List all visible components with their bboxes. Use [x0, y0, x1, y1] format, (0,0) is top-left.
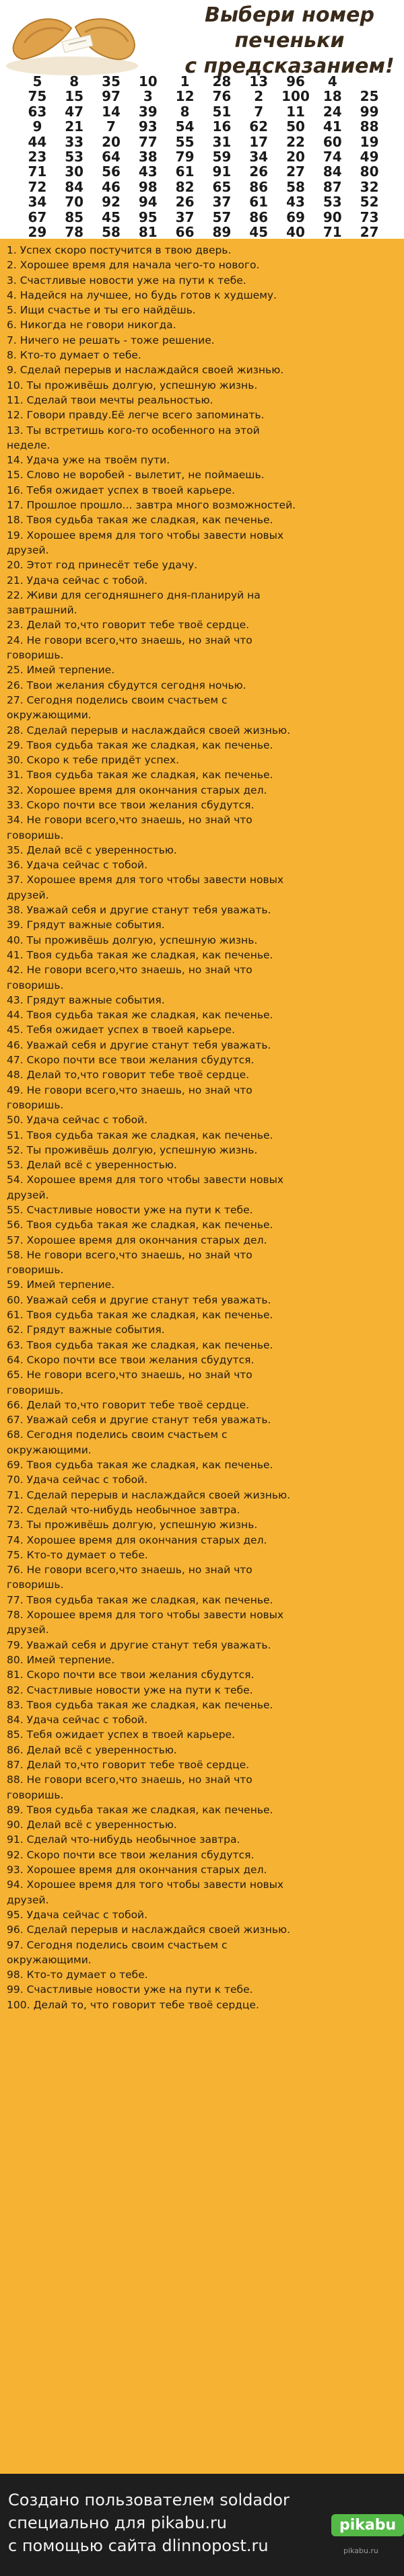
cookie-number: 25: [360, 88, 379, 105]
prediction-item: 10. Ты проживёшь долгую, успешную жизнь.: [7, 379, 258, 391]
number-grid: [19, 74, 388, 239]
cookie-number: 7: [106, 118, 116, 135]
prediction-item: 32. Хорошее время для окончания старых дел.: [7, 784, 267, 796]
prediction-item: 14. Удача уже на твоём пути.: [7, 454, 170, 467]
prediction-item: 54. Хорошее время для того чтобы завести новых: [7, 1174, 284, 1186]
cookie-number: 51: [212, 103, 232, 120]
prediction-item: 20. Этот год принесёт тебе удачу.: [7, 559, 198, 572]
cookie-number: 27: [360, 224, 379, 241]
cookie-number: 56: [102, 163, 121, 180]
prediction-item: 15. Слово не воробей - вылетит, не поймаешь.: [7, 469, 265, 482]
prediction-item: друзей.: [7, 1188, 49, 1201]
watermark: pikabu.ru: [343, 2546, 378, 2555]
prediction-item: 81. Скоро почти все твои желания сбудутся.: [7, 1669, 255, 1681]
prediction-item: 74. Хорошее время для окончания старых дел.: [7, 1533, 267, 1546]
cookie-number: 8: [180, 103, 190, 120]
prediction-item: 19. Хорошее время для того чтобы завести новых: [7, 529, 284, 541]
prediction-item: 79. Уважай себя и другие станут тебя уважать.: [7, 1638, 271, 1651]
cookie-number: 31: [212, 133, 232, 150]
cookie-number: [351, 74, 388, 89]
cookie-number: 70: [65, 194, 84, 211]
prediction-item: 71. Сделай перерыв и наслаждайся своей жизнью.: [7, 1488, 291, 1501]
prediction-item: 80. Имей терпение.: [7, 1653, 115, 1666]
prediction-item: окружающими.: [7, 1443, 92, 1456]
footer-line-1: Создано пользователем soldador: [8, 2491, 290, 2509]
cookie-number: 30: [65, 163, 84, 180]
prediction-item: 2. Хорошее время для начала чего-то нового.: [7, 259, 260, 272]
prediction-list: [7, 243, 401, 2012]
prediction-item: 12. Говори правду.Её легче всего запоминать.: [7, 409, 265, 422]
prediction-item: друзей.: [7, 888, 49, 901]
cookie-number: 41: [323, 118, 342, 135]
cookie-number: 87: [323, 178, 342, 195]
header: [0, 0, 404, 239]
cookie-number: 54: [175, 118, 195, 135]
cookie-number: 45: [249, 224, 269, 241]
cookie-number: 100: [281, 88, 310, 105]
cookie-number: 47: [65, 103, 84, 120]
prediction-item: друзей.: [7, 1893, 49, 1906]
cookie-number: 65: [212, 178, 232, 195]
prediction-item: 65. Не говори всего,что знаешь, но знай что: [7, 1369, 252, 1381]
cookie-number: 99: [360, 103, 379, 120]
cookie-number: 46: [102, 178, 121, 195]
prediction-item: неделе.: [7, 439, 50, 451]
prediction-item: 88. Не говори всего,что знаешь, но знай что: [7, 1774, 252, 1786]
cookie-number: 86: [249, 178, 269, 195]
prediction-item: 85. Тебя ожидает успех в твоей карьере.: [7, 1729, 236, 1741]
fortune-cookie-icon: [1, 1, 143, 77]
cookie-number: 58: [286, 178, 305, 195]
prediction-item: 43. Грядут важные события.: [7, 993, 165, 1006]
prediction-item: говоришь.: [7, 649, 64, 662]
cookie-number: 19: [360, 133, 379, 150]
cookie-number: 18: [323, 88, 342, 105]
cookie-number: 4: [327, 73, 337, 89]
prediction-item: 53. Делай всё с уверенностью.: [7, 1159, 177, 1172]
cookie-number: 20: [286, 149, 305, 165]
prediction-item: 26. Твои желания сбудутся сегодня ночью.: [7, 679, 246, 691]
cookie-number: 32: [360, 178, 379, 195]
cookie-number: 90: [323, 209, 342, 225]
cookie-number: 95: [138, 209, 158, 225]
prediction-item: 29. Твоя судьба такая же сладкая, как печенье.: [7, 738, 273, 751]
prediction-item: 25. Имей терпение.: [7, 664, 115, 677]
cookie-number: 53: [323, 194, 342, 211]
prediction-item: 75. Кто-то думает о тебе.: [7, 1548, 148, 1561]
prediction-item: 97. Сегодня поделись своим счастьем с: [7, 1938, 228, 1951]
cookie-number: 55: [175, 133, 195, 150]
prediction-item: 42. Не говори всего,что знаешь, но знай что: [7, 964, 252, 977]
prediction-item: говоришь.: [7, 1264, 64, 1277]
cookie-number: 73: [360, 209, 379, 225]
prediction-item: 89. Твоя судьба такая же сладкая, как печенье.: [7, 1803, 273, 1816]
prediction-item: 23. Делай то,что говорит тебе твоё сердце.: [7, 619, 250, 632]
prediction-item: 60. Уважай себя и другие станут тебя уважать.: [7, 1293, 271, 1306]
cookie-number: 80: [360, 163, 379, 180]
prediction-item: завтрашний.: [7, 604, 77, 617]
cookie-number: 85: [65, 209, 84, 225]
prediction-item: 96. Сделай перерыв и наслаждайся своей жизнью.: [7, 1924, 291, 1936]
cookie-number: 69: [286, 209, 305, 225]
prediction-item: 78. Хорошее время для того чтобы завести новых: [7, 1609, 284, 1622]
cookie-number: 21: [65, 118, 84, 135]
cookie-number: 89: [212, 224, 232, 241]
cookie-number: 7: [254, 103, 264, 120]
cookie-number: 93: [138, 118, 158, 135]
cookie-number: 84: [323, 163, 342, 180]
cookie-number: 74: [323, 149, 342, 165]
prediction-item: 98. Кто-то думает о тебе.: [7, 1969, 148, 1981]
prediction-item: 30. Скоро к тебе придёт успех.: [7, 754, 180, 767]
cookie-number: 14: [102, 103, 121, 120]
prediction-item: 46. Уважай себя и другие станут тебя уважать.: [7, 1038, 271, 1051]
cookie-number: 66: [175, 224, 195, 241]
cookie-number: 75: [28, 88, 47, 105]
prediction-item: 37. Хорошее время для того чтобы завести новых: [7, 874, 284, 886]
cookie-number: 20: [102, 133, 121, 150]
prediction-item: 8. Кто-то думает о тебе.: [7, 349, 141, 362]
prediction-item: 39. Грядут важные события.: [7, 919, 165, 932]
cookie-number: 28: [212, 73, 232, 89]
cookie-number: 10: [138, 73, 158, 89]
cookie-number: 27: [286, 163, 305, 180]
cookie-number: 98: [138, 178, 158, 195]
prediction-item: 84. Удача сейчас с тобой.: [7, 1714, 148, 1727]
cookie-number: 34: [28, 194, 47, 211]
prediction-item: 87. Делай то,что говорит тебе твоё сердце.: [7, 1758, 250, 1771]
prediction-item: 11. Сделай твои мечты реальностью.: [7, 393, 213, 406]
prediction-item: 40. Ты проживёшь долгую, успешную жизнь.: [7, 934, 258, 946]
prediction-item: 16. Тебя ожидает успех в твоей карьере.: [7, 484, 236, 496]
cookie-number: 5: [32, 73, 42, 89]
prediction-item: 63. Твоя судьба такая же сладкая, как печенье.: [7, 1338, 273, 1351]
prediction-item: говоришь.: [7, 1788, 64, 1801]
prediction-item: 90. Делай всё с уверенностью.: [7, 1819, 177, 1831]
cookie-number: 76: [212, 88, 232, 105]
prediction-item: друзей.: [7, 1624, 49, 1636]
title-line-1: Выбери номер печеньки: [205, 3, 374, 52]
prediction-item: 24. Не говори всего,что знаешь, но знай что: [7, 634, 252, 646]
cookie-number: 62: [249, 118, 269, 135]
prediction-item: 67. Уважай себя и другие станут тебя уважать.: [7, 1414, 271, 1427]
prediction-item: 3. Счастливые новости уже на пути к тебе.: [7, 274, 246, 287]
cookie-number: 82: [175, 178, 195, 195]
cookie-number: 22: [286, 133, 305, 150]
cookie-number: 3: [143, 88, 153, 105]
footer: [0, 2474, 404, 2576]
prediction-item: 1. Успех скоро постучится в твою дверь.: [7, 244, 232, 256]
prediction-item: 48. Делай то,что говорит тебе твоё сердце.: [7, 1069, 250, 1082]
cookie-number: 15: [65, 88, 84, 105]
prediction-item: 95. Удача сейчас с тобой.: [7, 1908, 148, 1921]
cookie-number: 78: [65, 224, 84, 241]
prediction-item: 35. Делай всё с уверенностью.: [7, 843, 177, 856]
cookie-number: 8: [69, 73, 79, 89]
page-title: [182, 3, 397, 79]
cookie-number: 53: [65, 149, 84, 165]
cookie-number: 92: [102, 194, 121, 211]
prediction-item: 92. Скоро почти все твои желания сбудутся.: [7, 1848, 255, 1861]
prediction-item: 69. Твоя судьба такая же сладкая, как печенье.: [7, 1459, 273, 1472]
cookie-number: 29: [28, 224, 47, 241]
cookie-number: 72: [28, 178, 47, 195]
cookie-number: 63: [28, 103, 47, 120]
cookie-number: 43: [286, 194, 305, 211]
prediction-item: 45. Тебя ожидает успех в твоей карьере.: [7, 1024, 236, 1036]
prediction-item: говоришь.: [7, 829, 64, 841]
prediction-item: 93. Хорошее время для окончания старых дел.: [7, 1864, 267, 1877]
prediction-item: 31. Твоя судьба такая же сладкая, как печенье.: [7, 769, 273, 782]
cookie-number: 45: [102, 209, 121, 225]
cookie-number: 58: [102, 224, 121, 241]
prediction-item: 22. Живи для сегодняшнего дня-планируй на: [7, 589, 261, 601]
prediction-item: 38. Уважай себя и другие станут тебя уважать.: [7, 904, 271, 917]
prediction-item: 41. Твоя судьба такая же сладкая, как печенье.: [7, 948, 273, 961]
prediction-item: 36. Удача сейчас с тобой.: [7, 859, 148, 872]
cookie-number: 40: [286, 224, 305, 241]
prediction-item: 59. Имей терпение.: [7, 1279, 115, 1291]
prediction-item: 83. Твоя судьба такая же сладкая, как печенье.: [7, 1698, 273, 1711]
prediction-item: 86. Делай всё с уверенностью.: [7, 1743, 177, 1756]
prediction-item: говоришь.: [7, 1384, 64, 1396]
prediction-item: 61. Твоя судьба такая же сладкая, как печенье.: [7, 1309, 273, 1322]
cookie-number: 34: [249, 149, 269, 165]
prediction-item: 18. Твоя судьба такая же сладкая, как печенье.: [7, 514, 273, 527]
prediction-item: 47. Скоро почти все твои желания сбудутся.: [7, 1054, 255, 1067]
cookie-number: 77: [138, 133, 158, 150]
prediction-item: 9. Сделай перерыв и наслаждайся своей жизнью.: [7, 364, 284, 377]
cookie-number: 35: [102, 73, 121, 89]
cookie-number: 43: [138, 163, 158, 180]
prediction-item: 100. Делай то, что говорит тебе твоё сердце.: [7, 1998, 259, 2011]
prediction-item: друзей.: [7, 543, 49, 556]
prediction-item: 21. Удача сейчас с тобой.: [7, 574, 148, 586]
prediction-item: 49. Не говори всего,что знаешь, но знай что: [7, 1084, 252, 1096]
prediction-item: 13. Ты встретишь кого-то особенного на этой: [7, 424, 260, 437]
cookie-number: 96: [286, 73, 305, 89]
cookie-number: 12: [175, 88, 195, 105]
cookie-number: 61: [175, 163, 195, 180]
prediction-item: 58. Не говори всего,что знаешь, но знай что: [7, 1248, 252, 1261]
prediction-item: 56. Твоя судьба такая же сладкая, как печенье.: [7, 1219, 273, 1232]
cookie-number: 37: [175, 209, 195, 225]
prediction-item: говоришь.: [7, 979, 64, 991]
cookie-number: 60: [323, 133, 342, 150]
cookie-number: 91: [212, 163, 232, 180]
prediction-item: 64. Скоро почти все твои желания сбудутся.: [7, 1353, 255, 1366]
prediction-item: 70. Удача сейчас с тобой.: [7, 1474, 148, 1486]
cookie-number: 71: [28, 163, 47, 180]
prediction-item: 82. Счастливые новости уже на пути к тебе.: [7, 1683, 253, 1696]
prediction-item: говоришь.: [7, 1579, 64, 1591]
cookie-number: 37: [212, 194, 232, 211]
cookie-number: 71: [323, 224, 342, 241]
prediction-item: 76. Не говори всего,что знаешь, но знай что: [7, 1564, 252, 1577]
cookie-number: 39: [138, 103, 158, 120]
prediction-item: 44. Твоя судьба такая же сладкая, как печенье.: [7, 1009, 273, 1022]
cookie-number: 44: [28, 133, 47, 150]
prediction-item: 6. Никогда не говори никогда.: [7, 319, 176, 332]
cookie-number: 13: [249, 73, 269, 89]
prediction-item: 55. Счастливые новости уже на пути к тебе.: [7, 1204, 253, 1216]
prediction-item: 17. Прошлое прошло... завтра много возможностей.: [7, 499, 296, 512]
prediction-item: 68. Сегодня поделись своим счастьем с: [7, 1429, 228, 1441]
cookie-number: 26: [175, 194, 195, 211]
cookie-number: 1: [180, 73, 190, 89]
prediction-item: 94. Хорошее время для того чтобы завести новых: [7, 1879, 284, 1891]
footer-line-3: с помощью сайта dlinnopost.ru: [8, 2536, 269, 2555]
cookie-number: 2: [254, 88, 264, 105]
cookie-number: 17: [249, 133, 269, 150]
cookie-number: 86: [249, 209, 269, 225]
prediction-item: говоришь.: [7, 1098, 64, 1111]
prediction-item: 72. Сделай что-нибудь необычное завтра.: [7, 1503, 240, 1516]
cookie-number: 23: [28, 149, 47, 165]
cookie-number: 88: [360, 118, 379, 135]
prediction-item: 28. Сделай перерыв и наслаждайся своей жизнью.: [7, 724, 291, 736]
cookie-number: 81: [138, 224, 158, 241]
prediction-item: 73. Ты проживёшь долгую, успешную жизнь.: [7, 1519, 258, 1531]
cookie-number: 79: [175, 149, 195, 165]
cookie-number: 61: [249, 194, 269, 211]
prediction-item: 34. Не говори всего,что знаешь, но знай что: [7, 814, 252, 827]
cookie-number: 57: [212, 209, 232, 225]
prediction-item: 5. Ищи счастье и ты его найдёшь.: [7, 304, 196, 317]
prediction-item: 50. Удача сейчас с тобой.: [7, 1114, 148, 1127]
footer-line-2: специально для pikabu.ru: [8, 2513, 228, 2532]
footer-credits: [8, 2489, 325, 2557]
prediction-item: 4. Надейся на лучшее, но будь готов к худшему.: [7, 289, 277, 301]
prediction-item: 66. Делай то,что говорит тебе твоё сердце.: [7, 1398, 250, 1411]
cookie-number: 67: [28, 209, 47, 225]
cookie-number: 64: [102, 149, 121, 165]
cookie-number: 24: [323, 103, 342, 120]
prediction-item: 77. Твоя судьба такая же сладкая, как печенье.: [7, 1593, 273, 1606]
cookie-number: 59: [212, 149, 232, 165]
cookie-number: 16: [212, 118, 232, 135]
prediction-item: 52. Ты проживёшь долгую, успешную жизнь.: [7, 1143, 258, 1156]
cookie-number: 33: [65, 133, 84, 150]
cookie-number: 11: [286, 103, 305, 120]
prediction-item: 99. Счастливые новости уже на пути к тебе.: [7, 1983, 253, 1996]
cookie-number: 50: [286, 118, 305, 135]
pikabu-logo: pikabu: [331, 2514, 404, 2536]
prediction-item: окружающими.: [7, 709, 92, 722]
prediction-item: 57. Хорошее время для окончания старых дел.: [7, 1234, 267, 1246]
cookie-number: 38: [138, 149, 158, 165]
prediction-item: 7. Ничего не решать - тоже решение.: [7, 334, 215, 346]
prediction-item: 51. Твоя судьба такая же сладкая, как печенье.: [7, 1129, 273, 1141]
title-line-2: с предсказанием!: [184, 54, 395, 78]
prediction-item: 33. Скоро почти все твои желания сбудутся.: [7, 798, 255, 811]
cookie-number: 84: [65, 178, 84, 195]
cookie-number: 97: [102, 88, 121, 105]
cookie-number: 26: [249, 163, 269, 180]
prediction-item: 27. Сегодня поделись своим счастьем с: [7, 693, 228, 706]
cookie-number: 52: [360, 194, 379, 211]
cookie-number: 49: [360, 149, 379, 165]
prediction-item: 91. Сделай что-нибудь необычное завтра.: [7, 1833, 240, 1846]
cookie-number: 94: [138, 194, 158, 211]
prediction-item: 62. Грядут важные события.: [7, 1324, 165, 1336]
cookie-number: 9: [32, 118, 42, 135]
prediction-item: окружающими.: [7, 1953, 92, 1966]
